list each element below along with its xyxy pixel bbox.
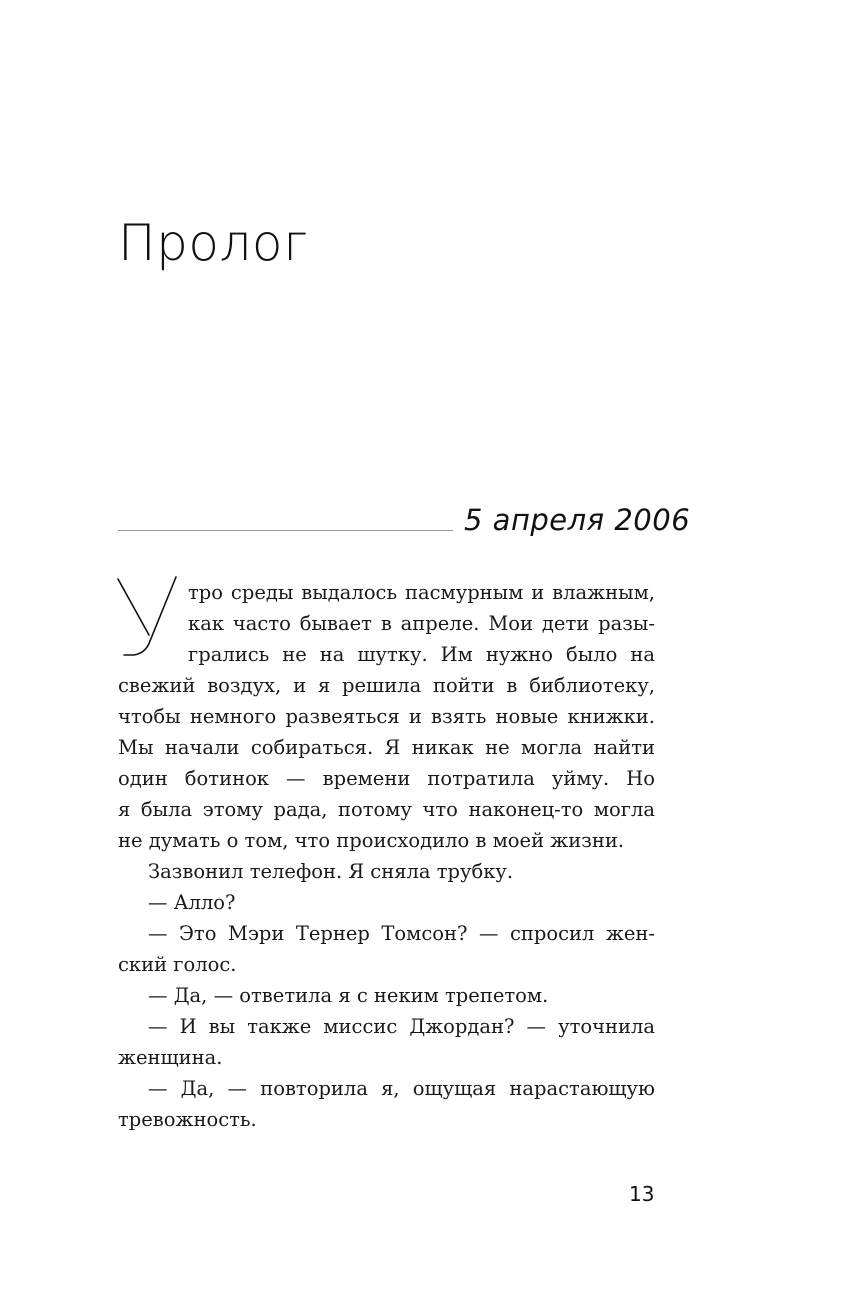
text-line: не думать о том, что происходило в моей жизни. xyxy=(118,829,625,852)
dialogue-line: — Алло? xyxy=(148,891,236,914)
text-line: один ботинок — времени потратила уйму. Но xyxy=(118,767,655,790)
date-divider xyxy=(118,530,453,531)
text-line: Мы начали собираться. Я никак не могла найти xyxy=(118,736,655,759)
text-line: я была этому рада, потому что наконец-то могла xyxy=(118,798,655,821)
text-line: как часто бывает в апреле. Мои дети разы- xyxy=(188,612,655,635)
body-text xyxy=(118,670,655,1135)
chapter-date: 5 апреля 2006 xyxy=(464,503,691,537)
dialogue-line: — Это Мэри Тернер Томсон? — спросил женский голос. xyxy=(118,922,655,976)
text-line: грались не на шутку. Им нужно было на xyxy=(188,643,655,666)
text-line: чтобы немного развеяться и взять новые книжки. xyxy=(118,705,655,728)
dropcap-paragraph-lines xyxy=(188,577,655,670)
dialogue-line: — Да, — повторила я, ощущая нарастающую тревожность. xyxy=(118,1077,655,1131)
chapter-title: Пролог xyxy=(118,214,309,272)
paragraph: Зазвонил телефон. Я сняла трубку. xyxy=(148,860,514,883)
dropcap-letter xyxy=(112,561,182,663)
text-line: тро среды выдалось пасмурным и влажным, xyxy=(188,581,655,604)
dialogue-line: — И вы также миссис Джордан? — уточнила женщина. xyxy=(118,1015,655,1069)
page-number: 13 xyxy=(629,1182,655,1206)
dialogue-line: — Да, — ответила я с неким трепетом. xyxy=(148,984,549,1007)
text-line: свежий воздух, и я решила пойти в библиотеку, xyxy=(118,674,655,697)
